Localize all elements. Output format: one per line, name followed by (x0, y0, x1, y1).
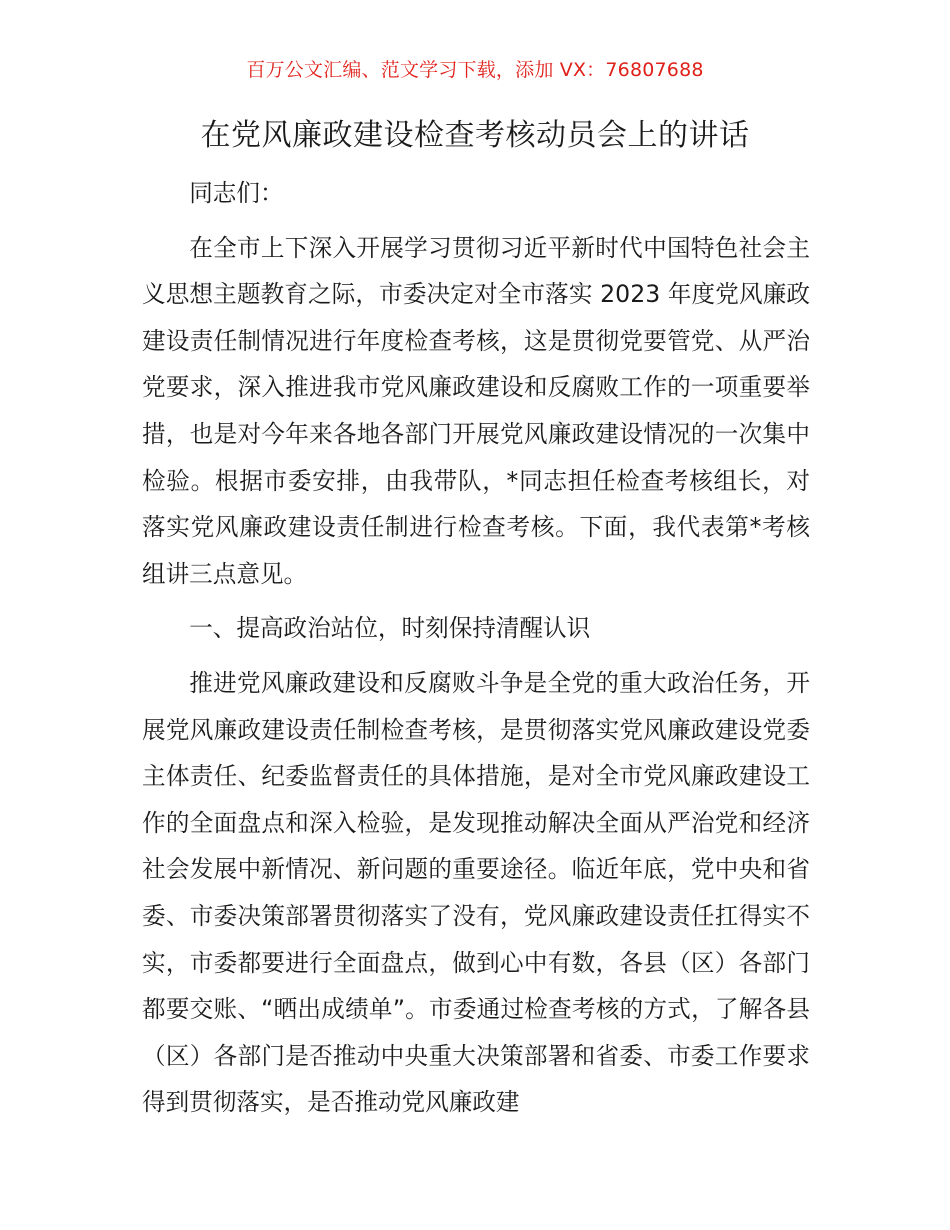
document-title: 在党风廉政建设检查考核动员会上的讲话 (200, 118, 750, 153)
promo-banner: 百万公文汇编、范文学习下载，添加 VX：76807688 (246, 59, 704, 81)
salutation: 同志们： (189, 179, 284, 207)
paragraph-section-1: 推进党风廉政建设和反腐败斗争是全党的重大政治任务，开展党风廉政建设责任制检查考核，是贯彻落实党风廉政建设党委主体责任、纪委监督责任的具体措施，是对全市党风廉政建设工作的全面盘点和深入检验，是发现推动解决全面从严治党和经济社会发展中新情况、新问题的重要途径。临近年底，党中央和省委、市委决策部署贯彻落实了没有，党风廉政建设责任扛得实不实，市委都要进行全面盘点，做到心中有数，各县（区）各部门都要交账、“晒出成绩单”。市委通过检查考核的方式，了解各县（区）各部门是否推动中央重大决策部署和省委、市委工作要求得到贯彻落实，是否推动党风廉政建 (142, 668, 810, 1117)
paragraph-intro: 在全市上下深入开展学习贯彻习近平新时代中国特色社会主义思想主题教育之际，市委决定对全市落实 2023 年度党风廉政建设责任制情况进行年度检查考核，这是贯彻党要管党、从严治党要求，深入推进我市党风廉政建设和反腐败工作的一项重要举措，也是对今年来各地各部门开展党风廉政建设情况的一次集中检验。根据市委安排，由我带队，*同志担任检查考核组长，对落实党风廉政建设责任制进行检查考核。下面，我代表第*考核组讲三点意见。 (142, 233, 810, 588)
section-heading-1: 一、提高政治站位，时刻保持清醒认识 (189, 614, 591, 643)
document-body (142, 170, 810, 1126)
